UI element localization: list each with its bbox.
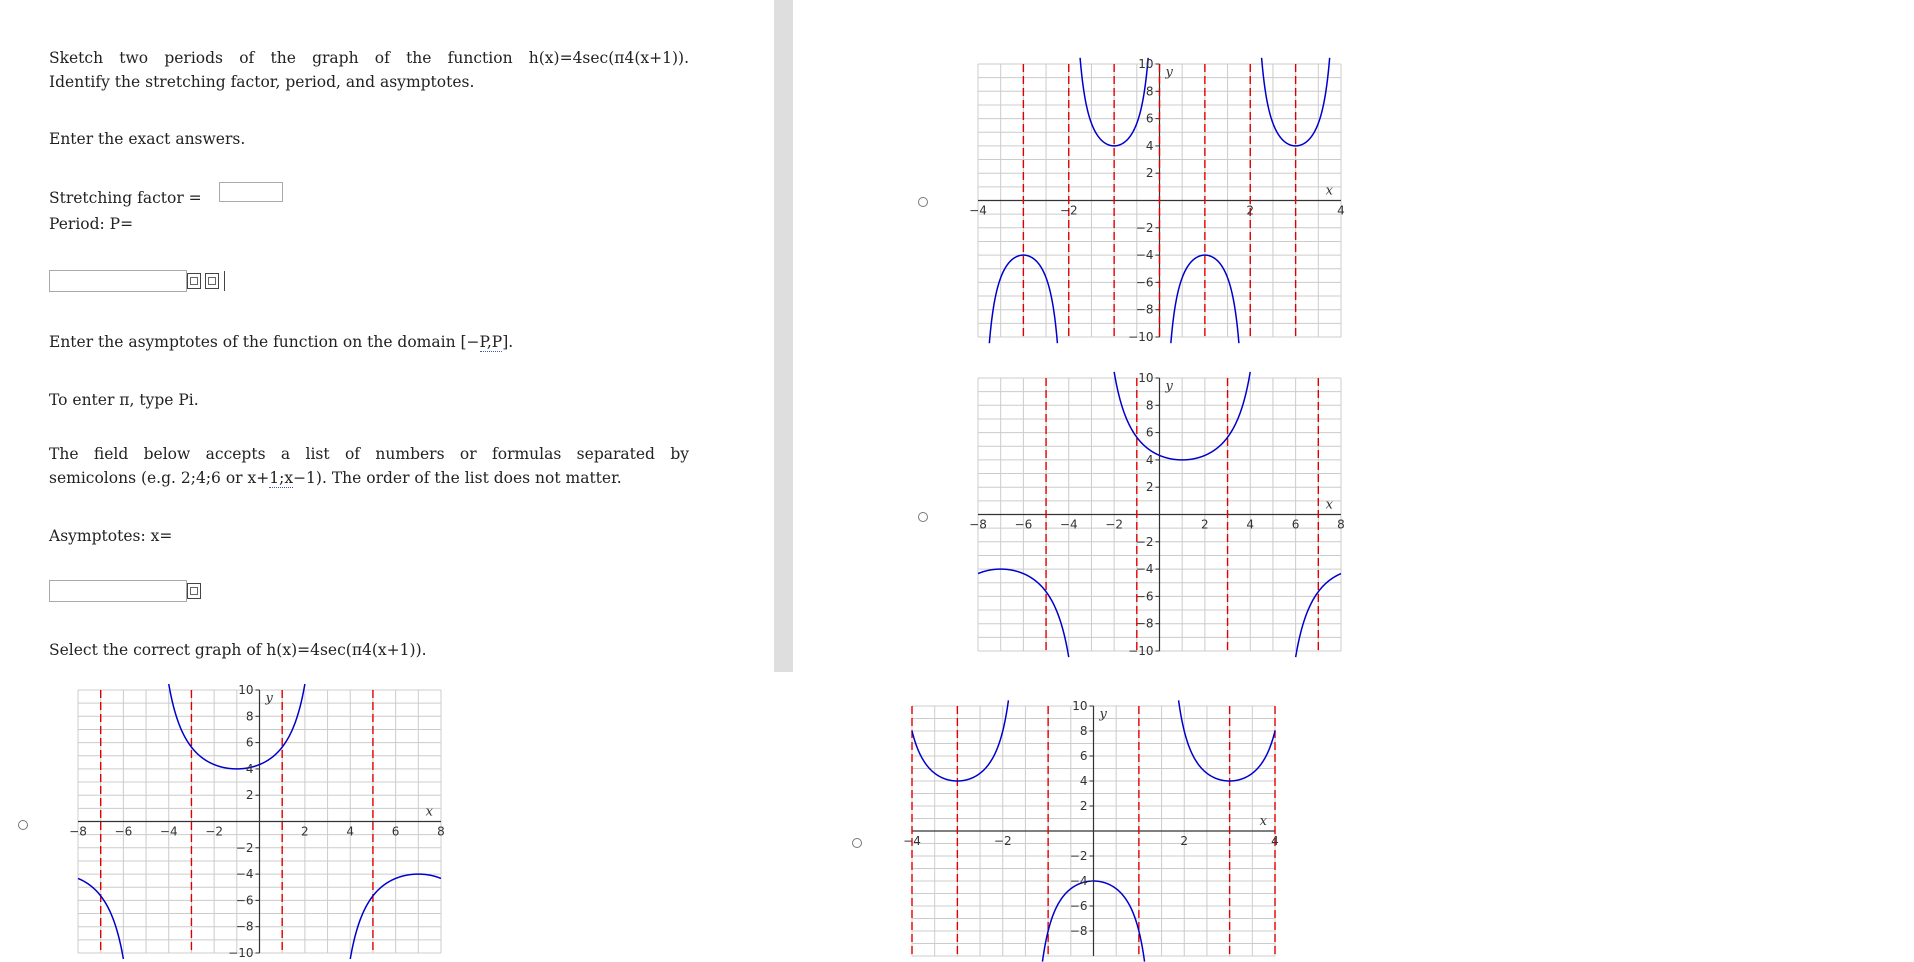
question-line-2: Identify the stretching factor, period, and asymptotes. — [49, 73, 475, 91]
stretching-factor-input[interactable] — [219, 182, 283, 202]
y-tick-label: 2 — [1145, 480, 1154, 495]
y-tick-label: 2 — [1145, 166, 1154, 181]
graph-option-a[interactable] — [69, 683, 447, 960]
math-preview-icon[interactable] — [205, 273, 219, 289]
x-tick-label: 4 — [1246, 517, 1255, 532]
y-tick-label: −6 — [1069, 899, 1088, 913]
period-label: Period: P= — [49, 215, 134, 233]
text-cursor — [224, 271, 225, 291]
y-tick-label: 4 — [1145, 138, 1154, 153]
y-tick-label: 10 — [1138, 57, 1154, 71]
y-tick-label: −4 — [1135, 248, 1154, 263]
equation-editor-icon[interactable] — [187, 273, 201, 289]
graph-option-c[interactable] — [969, 371, 1347, 658]
graph-option-d-radio[interactable] — [852, 838, 862, 848]
y-tick-label: 6 — [1079, 749, 1088, 763]
x-tick-label: −4 — [903, 834, 921, 848]
x-tick-label: 6 — [1291, 517, 1300, 532]
asymptotes-input[interactable] — [49, 580, 187, 602]
graph-option-d[interactable] — [903, 699, 1281, 962]
y-tick-label: −10 — [1128, 644, 1154, 658]
stretching-factor-label: Stretching factor = — [49, 189, 202, 207]
y-tick-label: 8 — [1145, 84, 1154, 99]
y-tick-label: 8 — [245, 709, 254, 724]
y-tick-label: −8 — [1135, 616, 1154, 631]
y-tick-label: 6 — [1145, 111, 1154, 126]
domain-instruction — [49, 332, 513, 352]
graph-option-c-radio[interactable] — [918, 512, 928, 522]
y-tick-label: −4 — [1135, 562, 1154, 577]
y-tick-label: 10 — [1138, 371, 1154, 385]
x-tick-label: 2 — [1246, 203, 1255, 218]
asymptotes-label: Asymptotes: x= — [49, 527, 173, 545]
domain-suffix: ]. — [502, 333, 514, 351]
y-tick-label: 10 — [238, 683, 254, 697]
field-instruction-line-2 — [49, 468, 622, 488]
x-tick-label: −6 — [1014, 517, 1033, 532]
y-tick-label: 6 — [1145, 425, 1154, 440]
field-example-post: −1). The order of the list does not matter. — [293, 469, 622, 487]
x-axis-label: x — [1259, 814, 1267, 829]
x-tick-label: −4 — [1059, 517, 1078, 532]
x-tick-label: −2 — [205, 824, 223, 839]
panel-divider — [774, 0, 793, 672]
x-tick-label: −2 — [993, 834, 1012, 848]
y-tick-label: −10 — [1128, 330, 1154, 344]
y-tick-label: −6 — [1135, 275, 1154, 290]
y-tick-label: −8 — [235, 919, 254, 934]
x-tick-label: −2 — [1105, 517, 1123, 532]
x-tick-label: 8 — [437, 824, 445, 839]
x-tick-label: 8 — [1337, 517, 1345, 532]
y-tick-label: −10 — [228, 946, 254, 960]
graph-option-b[interactable] — [969, 57, 1347, 344]
y-tick-label: 4 — [1079, 774, 1088, 788]
select-graph-prompt: Select the correct graph of h(x)=4sec(π4(x+1)). — [49, 641, 427, 659]
y-tick-label: 10 — [1072, 699, 1088, 713]
enter-exact-instruction: Enter the exact answers. — [49, 130, 246, 148]
y-axis-label: y — [265, 691, 273, 706]
y-tick-label: 6 — [245, 735, 254, 750]
y-tick-label: −2 — [1135, 220, 1154, 235]
x-tick-label: −4 — [969, 203, 987, 218]
y-axis-label: y — [1165, 65, 1173, 80]
x-axis-label: x — [425, 804, 433, 820]
y-tick-label: −2 — [1135, 534, 1154, 549]
y-tick-label: −8 — [1069, 924, 1088, 938]
x-tick-label: −2 — [1059, 203, 1078, 218]
field-instruction-line-1: The field below accepts a list of numbers or formulas separated by — [49, 445, 689, 463]
y-tick-label: −6 — [1135, 589, 1154, 604]
y-tick-label: 4 — [245, 761, 254, 776]
y-tick-label: −6 — [235, 893, 254, 908]
domain-link[interactable]: P,P — [479, 333, 503, 351]
x-tick-label: −6 — [114, 824, 133, 839]
y-tick-label: 2 — [1079, 799, 1088, 813]
graph-option-b-radio[interactable] — [918, 197, 928, 207]
x-tick-label: 6 — [391, 824, 400, 839]
y-tick-label: 2 — [245, 788, 254, 803]
y-axis-label: y — [1099, 707, 1107, 722]
period-input[interactable] — [49, 270, 187, 292]
field-example-pre: semicolons (e.g. 2;4;6 or x+ — [49, 469, 270, 487]
equation-editor-icon[interactable] — [187, 583, 201, 599]
field-example-link[interactable]: 1;x — [269, 469, 294, 487]
x-tick-label: 2 — [1201, 517, 1209, 532]
x-tick-label: −8 — [969, 517, 987, 532]
y-tick-label: −2 — [1069, 849, 1088, 863]
x-tick-label: 2 — [1180, 834, 1189, 848]
x-tick-label: 4 — [1337, 203, 1345, 218]
x-tick-label: 4 — [1271, 834, 1279, 848]
question-line-1: Sketch two periods of the graph of the function h(x)=4sec(π4(x+1)). — [49, 49, 689, 67]
x-tick-label: −4 — [159, 824, 178, 839]
y-tick-label: −8 — [1135, 302, 1154, 317]
pi-hint: To enter π, type Pi. — [49, 391, 199, 409]
x-axis-label: x — [1325, 497, 1333, 513]
x-axis-label: x — [1325, 183, 1333, 199]
y-tick-label: −4 — [235, 867, 254, 882]
y-tick-label: 8 — [1145, 398, 1154, 413]
x-tick-label: 4 — [346, 824, 355, 839]
x-tick-label: 2 — [301, 824, 309, 839]
y-tick-label: −2 — [235, 840, 254, 855]
x-tick-label: −8 — [69, 824, 87, 839]
y-tick-label: −4 — [1069, 874, 1088, 888]
y-tick-label: 4 — [1145, 452, 1154, 467]
y-axis-label: y — [1165, 379, 1173, 394]
domain-prefix: Enter the asymptotes of the function on the domain [− — [49, 333, 480, 351]
graph-option-a-radio[interactable] — [18, 820, 28, 830]
y-tick-label: 8 — [1079, 724, 1088, 738]
